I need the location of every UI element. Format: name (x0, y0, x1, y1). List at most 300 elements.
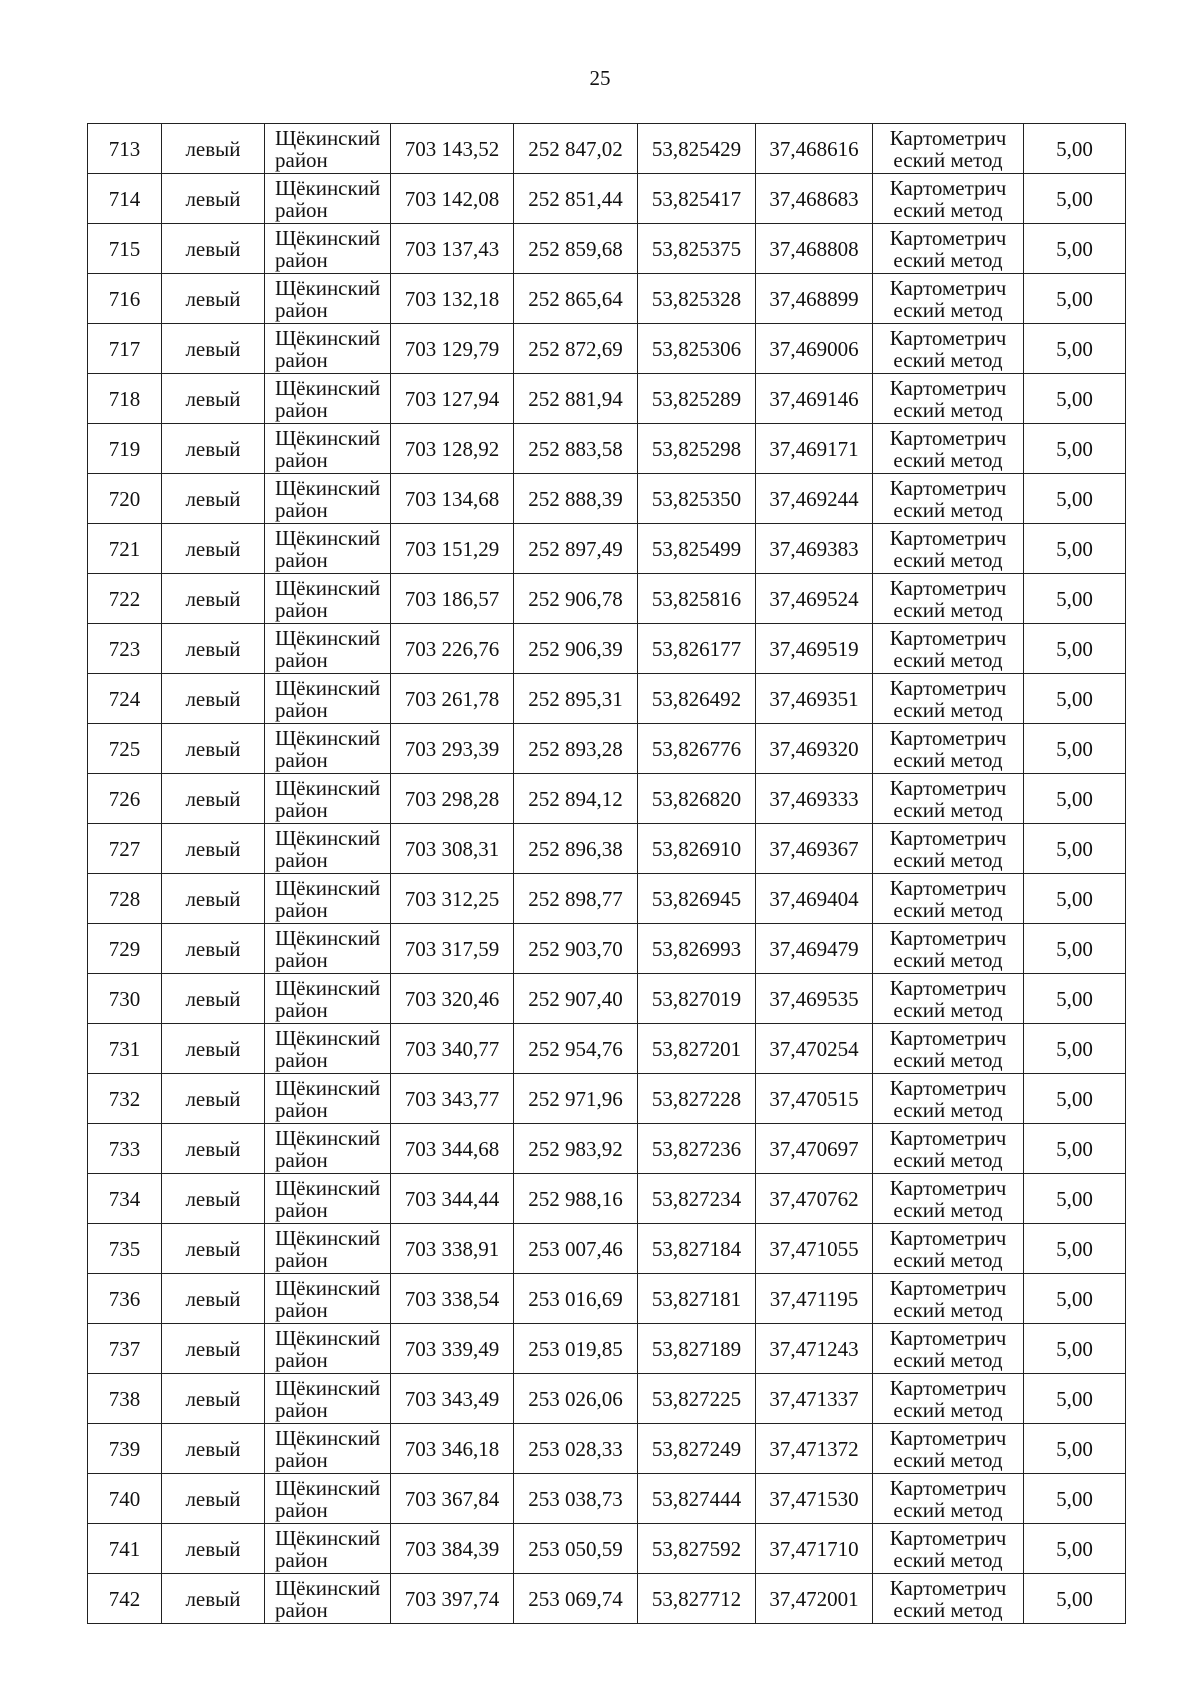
district-cell-line-1: Щёкинский (275, 1175, 381, 1200)
x-coordinate-cell: 703 143,52 (391, 124, 514, 174)
district-cell-line-1: Щёкинский (275, 1575, 381, 1600)
district-cell-line-2: район (275, 397, 328, 422)
method-cell-line-2: еский метод (893, 497, 1003, 522)
district-cell-line-2: район (275, 1047, 328, 1072)
district-cell-line-2: район (275, 447, 328, 472)
side-cell: левый (162, 474, 265, 524)
district-cell-line-1: Щёкинский (275, 625, 381, 650)
latitude-cell: 53,827019 (638, 974, 756, 1024)
point-number-cell: 730 (88, 974, 162, 1024)
point-number-cell: 722 (88, 574, 162, 624)
y-coordinate-cell: 252 907,40 (514, 974, 638, 1024)
method-cell-line-2: еский метод (893, 547, 1003, 572)
method-cell (873, 1374, 1024, 1424)
method-cell-line-2: еский метод (893, 247, 1003, 272)
accuracy-cell: 5,00 (1024, 524, 1126, 574)
district-cell-line-2: район (275, 947, 328, 972)
accuracy-cell: 5,00 (1024, 1124, 1126, 1174)
accuracy-cell: 5,00 (1024, 374, 1126, 424)
method-cell-line-1: Картометрич (889, 975, 1007, 1000)
longitude-cell: 37,470515 (756, 1074, 873, 1124)
longitude-cell: 37,469404 (756, 874, 873, 924)
point-number-cell: 725 (88, 724, 162, 774)
longitude-cell: 37,469383 (756, 524, 873, 574)
point-number-cell: 720 (88, 474, 162, 524)
point-number-cell: 726 (88, 774, 162, 824)
district-cell (265, 1124, 391, 1174)
accuracy-cell: 5,00 (1024, 1074, 1126, 1124)
accuracy-cell: 5,00 (1024, 924, 1126, 974)
point-number-cell: 728 (88, 874, 162, 924)
method-cell-line-1: Картометрич (889, 625, 1007, 650)
accuracy-cell: 5,00 (1024, 824, 1126, 874)
method-cell-line-1: Картометрич (889, 1375, 1007, 1400)
method-cell (873, 824, 1024, 874)
district-cell (265, 1024, 391, 1074)
table-row (88, 374, 1126, 424)
point-number-cell: 732 (88, 1074, 162, 1124)
x-coordinate-cell: 703 397,74 (391, 1574, 514, 1624)
table-row (88, 224, 1126, 274)
table-row (88, 474, 1126, 524)
method-cell-line-1: Картометрич (889, 775, 1007, 800)
method-cell-line-2: еский метод (893, 597, 1003, 622)
longitude-cell: 37,469524 (756, 574, 873, 624)
table-row (88, 974, 1126, 1024)
accuracy-cell: 5,00 (1024, 1574, 1126, 1624)
accuracy-cell: 5,00 (1024, 974, 1126, 1024)
table-row (88, 1024, 1126, 1074)
accuracy-cell: 5,00 (1024, 1274, 1126, 1324)
y-coordinate-cell: 252 872,69 (514, 324, 638, 374)
y-coordinate-cell: 253 019,85 (514, 1324, 638, 1374)
y-coordinate-cell: 252 983,92 (514, 1124, 638, 1174)
latitude-cell: 53,827181 (638, 1274, 756, 1324)
latitude-cell: 53,827236 (638, 1124, 756, 1174)
method-cell (873, 674, 1024, 724)
district-cell-line-2: район (275, 247, 328, 272)
district-cell-line-2: район (275, 1497, 328, 1522)
table-row (88, 1324, 1126, 1374)
method-cell-line-1: Картометрич (889, 1125, 1007, 1150)
longitude-cell: 37,469146 (756, 374, 873, 424)
accuracy-cell: 5,00 (1024, 174, 1126, 224)
method-cell-line-2: еский метод (893, 697, 1003, 722)
district-cell (265, 1524, 391, 1574)
district-cell-line-2: район (275, 197, 328, 222)
accuracy-cell: 5,00 (1024, 724, 1126, 774)
district-cell-line-1: Щёкинский (275, 1125, 381, 1150)
y-coordinate-cell: 252 988,16 (514, 1174, 638, 1224)
y-coordinate-cell: 252 847,02 (514, 124, 638, 174)
method-cell-line-1: Картометрич (889, 1575, 1007, 1600)
side-cell: левый (162, 324, 265, 374)
district-cell-line-2: район (275, 1347, 328, 1372)
longitude-cell: 37,468808 (756, 224, 873, 274)
district-cell-line-2: район (275, 847, 328, 872)
method-cell (873, 124, 1024, 174)
side-cell: левый (162, 1274, 265, 1324)
side-cell: левый (162, 774, 265, 824)
side-cell: левый (162, 224, 265, 274)
district-cell-line-2: район (275, 1297, 328, 1322)
district-cell (265, 374, 391, 424)
method-cell-line-2: еский метод (893, 1197, 1003, 1222)
district-cell-line-1: Щёкинский (275, 1075, 381, 1100)
y-coordinate-cell: 252 881,94 (514, 374, 638, 424)
district-cell (265, 524, 391, 574)
latitude-cell: 53,825417 (638, 174, 756, 224)
district-cell-line-2: район (275, 1397, 328, 1422)
coordinates-table (87, 123, 1126, 1624)
x-coordinate-cell: 703 142,08 (391, 174, 514, 224)
method-cell (873, 474, 1024, 524)
longitude-cell: 37,469171 (756, 424, 873, 474)
accuracy-cell: 5,00 (1024, 624, 1126, 674)
y-coordinate-cell: 252 893,28 (514, 724, 638, 774)
latitude-cell: 53,826177 (638, 624, 756, 674)
district-cell-line-1: Щёкинский (275, 125, 381, 150)
method-cell-line-1: Картометрич (889, 175, 1007, 200)
table-row (88, 1524, 1126, 1574)
method-cell-line-2: еский метод (893, 747, 1003, 772)
method-cell-line-1: Картометрич (889, 1475, 1007, 1500)
method-cell-line-2: еский метод (893, 1547, 1003, 1572)
y-coordinate-cell: 252 859,68 (514, 224, 638, 274)
method-cell-line-1: Картометрич (889, 525, 1007, 550)
method-cell-line-2: еский метод (893, 997, 1003, 1022)
x-coordinate-cell: 703 344,68 (391, 1124, 514, 1174)
district-cell (265, 1424, 391, 1474)
longitude-cell: 37,470697 (756, 1124, 873, 1174)
method-cell (873, 174, 1024, 224)
method-cell-line-1: Картометрич (889, 1275, 1007, 1300)
district-cell-line-2: район (275, 997, 328, 1022)
point-number-cell: 727 (88, 824, 162, 874)
method-cell (873, 974, 1024, 1024)
latitude-cell: 53,826910 (638, 824, 756, 874)
x-coordinate-cell: 703 344,44 (391, 1174, 514, 1224)
table-row (88, 824, 1126, 874)
longitude-cell: 37,472001 (756, 1574, 873, 1624)
table-row (88, 724, 1126, 774)
method-cell-line-2: еский метод (893, 1347, 1003, 1372)
accuracy-cell: 5,00 (1024, 224, 1126, 274)
x-coordinate-cell: 703 128,92 (391, 424, 514, 474)
point-number-cell: 741 (88, 1524, 162, 1574)
x-coordinate-cell: 703 340,77 (391, 1024, 514, 1074)
method-cell-line-1: Картометрич (889, 275, 1007, 300)
side-cell: левый (162, 874, 265, 924)
longitude-cell: 37,471710 (756, 1524, 873, 1574)
latitude-cell: 53,825816 (638, 574, 756, 624)
method-cell (873, 1574, 1024, 1624)
district-cell-line-2: район (275, 1147, 328, 1172)
side-cell: левый (162, 574, 265, 624)
district-cell-line-2: район (275, 497, 328, 522)
district-cell-line-2: район (275, 297, 328, 322)
side-cell: левый (162, 674, 265, 724)
y-coordinate-cell: 253 026,06 (514, 1374, 638, 1424)
method-cell-line-1: Картометрич (889, 575, 1007, 600)
method-cell (873, 924, 1024, 974)
district-cell (265, 774, 391, 824)
side-cell: левый (162, 924, 265, 974)
method-cell-line-2: еский метод (893, 1097, 1003, 1122)
point-number-cell: 718 (88, 374, 162, 424)
district-cell-line-1: Щёкинский (275, 1325, 381, 1350)
longitude-cell: 37,469479 (756, 924, 873, 974)
table-row (88, 1224, 1126, 1274)
y-coordinate-cell: 252 906,39 (514, 624, 638, 674)
district-cell (265, 424, 391, 474)
district-cell-line-1: Щёкинский (275, 975, 381, 1000)
district-cell-line-1: Щёкинский (275, 575, 381, 600)
table-row (88, 424, 1126, 474)
district-cell-line-1: Щёкинский (275, 225, 381, 250)
x-coordinate-cell: 703 317,59 (391, 924, 514, 974)
method-cell-line-1: Картометрич (889, 725, 1007, 750)
table-row (88, 274, 1126, 324)
method-cell-line-2: еский метод (893, 1297, 1003, 1322)
district-cell (265, 1074, 391, 1124)
method-cell-line-2: еский метод (893, 1247, 1003, 1272)
side-cell: левый (162, 1074, 265, 1124)
x-coordinate-cell: 703 127,94 (391, 374, 514, 424)
side-cell: левый (162, 624, 265, 674)
latitude-cell: 53,825328 (638, 274, 756, 324)
point-number-cell: 738 (88, 1374, 162, 1424)
method-cell (873, 1424, 1024, 1474)
longitude-cell: 37,469006 (756, 324, 873, 374)
method-cell (873, 774, 1024, 824)
accuracy-cell: 5,00 (1024, 124, 1126, 174)
method-cell-line-1: Картометрич (889, 325, 1007, 350)
x-coordinate-cell: 703 339,49 (391, 1324, 514, 1374)
longitude-cell: 37,471337 (756, 1374, 873, 1424)
side-cell: левый (162, 524, 265, 574)
method-cell-line-1: Картометрич (889, 1175, 1007, 1200)
latitude-cell: 53,827189 (638, 1324, 756, 1374)
table-row (88, 674, 1126, 724)
table-row (88, 124, 1126, 174)
method-cell (873, 1524, 1024, 1574)
latitude-cell: 53,827228 (638, 1074, 756, 1124)
latitude-cell: 53,827249 (638, 1424, 756, 1474)
table-row (88, 924, 1126, 974)
district-cell (265, 274, 391, 324)
district-cell-line-2: район (275, 1197, 328, 1222)
longitude-cell: 37,469519 (756, 624, 873, 674)
method-cell-line-2: еский метод (893, 797, 1003, 822)
district-cell (265, 974, 391, 1024)
side-cell: левый (162, 1524, 265, 1574)
table-row (88, 574, 1126, 624)
y-coordinate-cell: 252 896,38 (514, 824, 638, 874)
x-coordinate-cell: 703 134,68 (391, 474, 514, 524)
method-cell (873, 524, 1024, 574)
accuracy-cell: 5,00 (1024, 1324, 1126, 1374)
method-cell (873, 424, 1024, 474)
district-cell-line-1: Щёкинский (275, 525, 381, 550)
side-cell: левый (162, 1374, 265, 1424)
longitude-cell: 37,469333 (756, 774, 873, 824)
table-row (88, 874, 1126, 924)
method-cell-line-1: Картометрич (889, 925, 1007, 950)
accuracy-cell: 5,00 (1024, 1524, 1126, 1574)
x-coordinate-cell: 703 261,78 (391, 674, 514, 724)
district-cell-line-2: район (275, 897, 328, 922)
point-number-cell: 742 (88, 1574, 162, 1624)
district-cell-line-1: Щёкинский (275, 275, 381, 300)
y-coordinate-cell: 252 894,12 (514, 774, 638, 824)
method-cell-line-1: Картометрич (889, 375, 1007, 400)
method-cell-line-2: еский метод (893, 1147, 1003, 1172)
point-number-cell: 735 (88, 1224, 162, 1274)
method-cell (873, 224, 1024, 274)
district-cell (265, 124, 391, 174)
method-cell-line-1: Картометрич (889, 1525, 1007, 1550)
y-coordinate-cell: 252 971,96 (514, 1074, 638, 1124)
point-number-cell: 734 (88, 1174, 162, 1224)
district-cell-line-2: район (275, 547, 328, 572)
latitude-cell: 53,827184 (638, 1224, 756, 1274)
y-coordinate-cell: 253 028,33 (514, 1424, 638, 1474)
x-coordinate-cell: 703 312,25 (391, 874, 514, 924)
longitude-cell: 37,470254 (756, 1024, 873, 1074)
district-cell (265, 724, 391, 774)
method-cell-line-1: Картометрич (889, 225, 1007, 250)
district-cell-line-1: Щёкинский (275, 775, 381, 800)
district-cell (265, 1224, 391, 1274)
accuracy-cell: 5,00 (1024, 574, 1126, 624)
point-number-cell: 739 (88, 1424, 162, 1474)
latitude-cell: 53,825350 (638, 474, 756, 524)
latitude-cell: 53,825499 (638, 524, 756, 574)
accuracy-cell: 5,00 (1024, 324, 1126, 374)
longitude-cell: 37,469367 (756, 824, 873, 874)
method-cell-line-2: еский метод (893, 647, 1003, 672)
district-cell (265, 1474, 391, 1524)
accuracy-cell: 5,00 (1024, 424, 1126, 474)
district-cell (265, 574, 391, 624)
method-cell-line-2: еский метод (893, 347, 1003, 372)
side-cell: левый (162, 824, 265, 874)
latitude-cell: 53,825289 (638, 374, 756, 424)
method-cell (873, 1074, 1024, 1124)
side-cell: левый (162, 724, 265, 774)
x-coordinate-cell: 703 384,39 (391, 1524, 514, 1574)
y-coordinate-cell: 253 038,73 (514, 1474, 638, 1524)
method-cell-line-2: еский метод (893, 1597, 1003, 1622)
longitude-cell: 37,469244 (756, 474, 873, 524)
x-coordinate-cell: 703 137,43 (391, 224, 514, 274)
method-cell (873, 574, 1024, 624)
latitude-cell: 53,825375 (638, 224, 756, 274)
method-cell-line-2: еский метод (893, 447, 1003, 472)
latitude-cell: 53,827201 (638, 1024, 756, 1074)
district-cell-line-1: Щёкинский (275, 425, 381, 450)
method-cell-line-2: еский метод (893, 297, 1003, 322)
longitude-cell: 37,468683 (756, 174, 873, 224)
method-cell-line-1: Картометрич (889, 1025, 1007, 1050)
table-row (88, 1074, 1126, 1124)
district-cell (265, 874, 391, 924)
method-cell (873, 324, 1024, 374)
method-cell-line-1: Картометрич (889, 1325, 1007, 1350)
longitude-cell: 37,471372 (756, 1424, 873, 1474)
district-cell-line-1: Щёкинский (275, 675, 381, 700)
side-cell: левый (162, 274, 265, 324)
district-cell-line-1: Щёкинский (275, 1425, 381, 1450)
point-number-cell: 719 (88, 424, 162, 474)
method-cell (873, 274, 1024, 324)
table-row (88, 1124, 1126, 1174)
method-cell-line-1: Картометрич (889, 1075, 1007, 1100)
district-cell (265, 474, 391, 524)
point-number-cell: 715 (88, 224, 162, 274)
longitude-cell: 37,468899 (756, 274, 873, 324)
district-cell-line-2: район (275, 1597, 328, 1622)
accuracy-cell: 5,00 (1024, 1374, 1126, 1424)
district-cell-line-1: Щёкинский (275, 325, 381, 350)
longitude-cell: 37,469535 (756, 974, 873, 1024)
y-coordinate-cell: 252 865,64 (514, 274, 638, 324)
accuracy-cell: 5,00 (1024, 1224, 1126, 1274)
method-cell-line-1: Картометрич (889, 675, 1007, 700)
y-coordinate-cell: 252 897,49 (514, 524, 638, 574)
district-cell-line-1: Щёкинский (275, 475, 381, 500)
x-coordinate-cell: 703 226,76 (391, 624, 514, 674)
district-cell-line-2: район (275, 347, 328, 372)
district-cell-line-1: Щёкинский (275, 1525, 381, 1550)
method-cell-line-2: еский метод (893, 1397, 1003, 1422)
district-cell-line-2: район (275, 1447, 328, 1472)
table-row (88, 1274, 1126, 1324)
district-cell (265, 1324, 391, 1374)
district-cell (265, 624, 391, 674)
table-row (88, 1574, 1126, 1624)
district-cell-line-1: Щёкинский (275, 925, 381, 950)
accuracy-cell: 5,00 (1024, 1424, 1126, 1474)
side-cell: левый (162, 1024, 265, 1074)
district-cell (265, 824, 391, 874)
district-cell (265, 924, 391, 974)
method-cell (873, 624, 1024, 674)
method-cell-line-2: еский метод (893, 147, 1003, 172)
latitude-cell: 53,826820 (638, 774, 756, 824)
side-cell: левый (162, 1324, 265, 1374)
method-cell (873, 1324, 1024, 1374)
latitude-cell: 53,825298 (638, 424, 756, 474)
y-coordinate-cell: 253 016,69 (514, 1274, 638, 1324)
point-number-cell: 731 (88, 1024, 162, 1074)
point-number-cell: 740 (88, 1474, 162, 1524)
accuracy-cell: 5,00 (1024, 874, 1126, 924)
district-cell-line-1: Щёкинский (275, 825, 381, 850)
longitude-cell: 37,471195 (756, 1274, 873, 1324)
y-coordinate-cell: 252 903,70 (514, 924, 638, 974)
latitude-cell: 53,827234 (638, 1174, 756, 1224)
table-row (88, 324, 1126, 374)
district-cell-line-2: район (275, 147, 328, 172)
district-cell-line-2: район (275, 647, 328, 672)
table-row (88, 1474, 1126, 1524)
method-cell (873, 1124, 1024, 1174)
side-cell: левый (162, 1124, 265, 1174)
method-cell (873, 1274, 1024, 1324)
side-cell: левый (162, 124, 265, 174)
